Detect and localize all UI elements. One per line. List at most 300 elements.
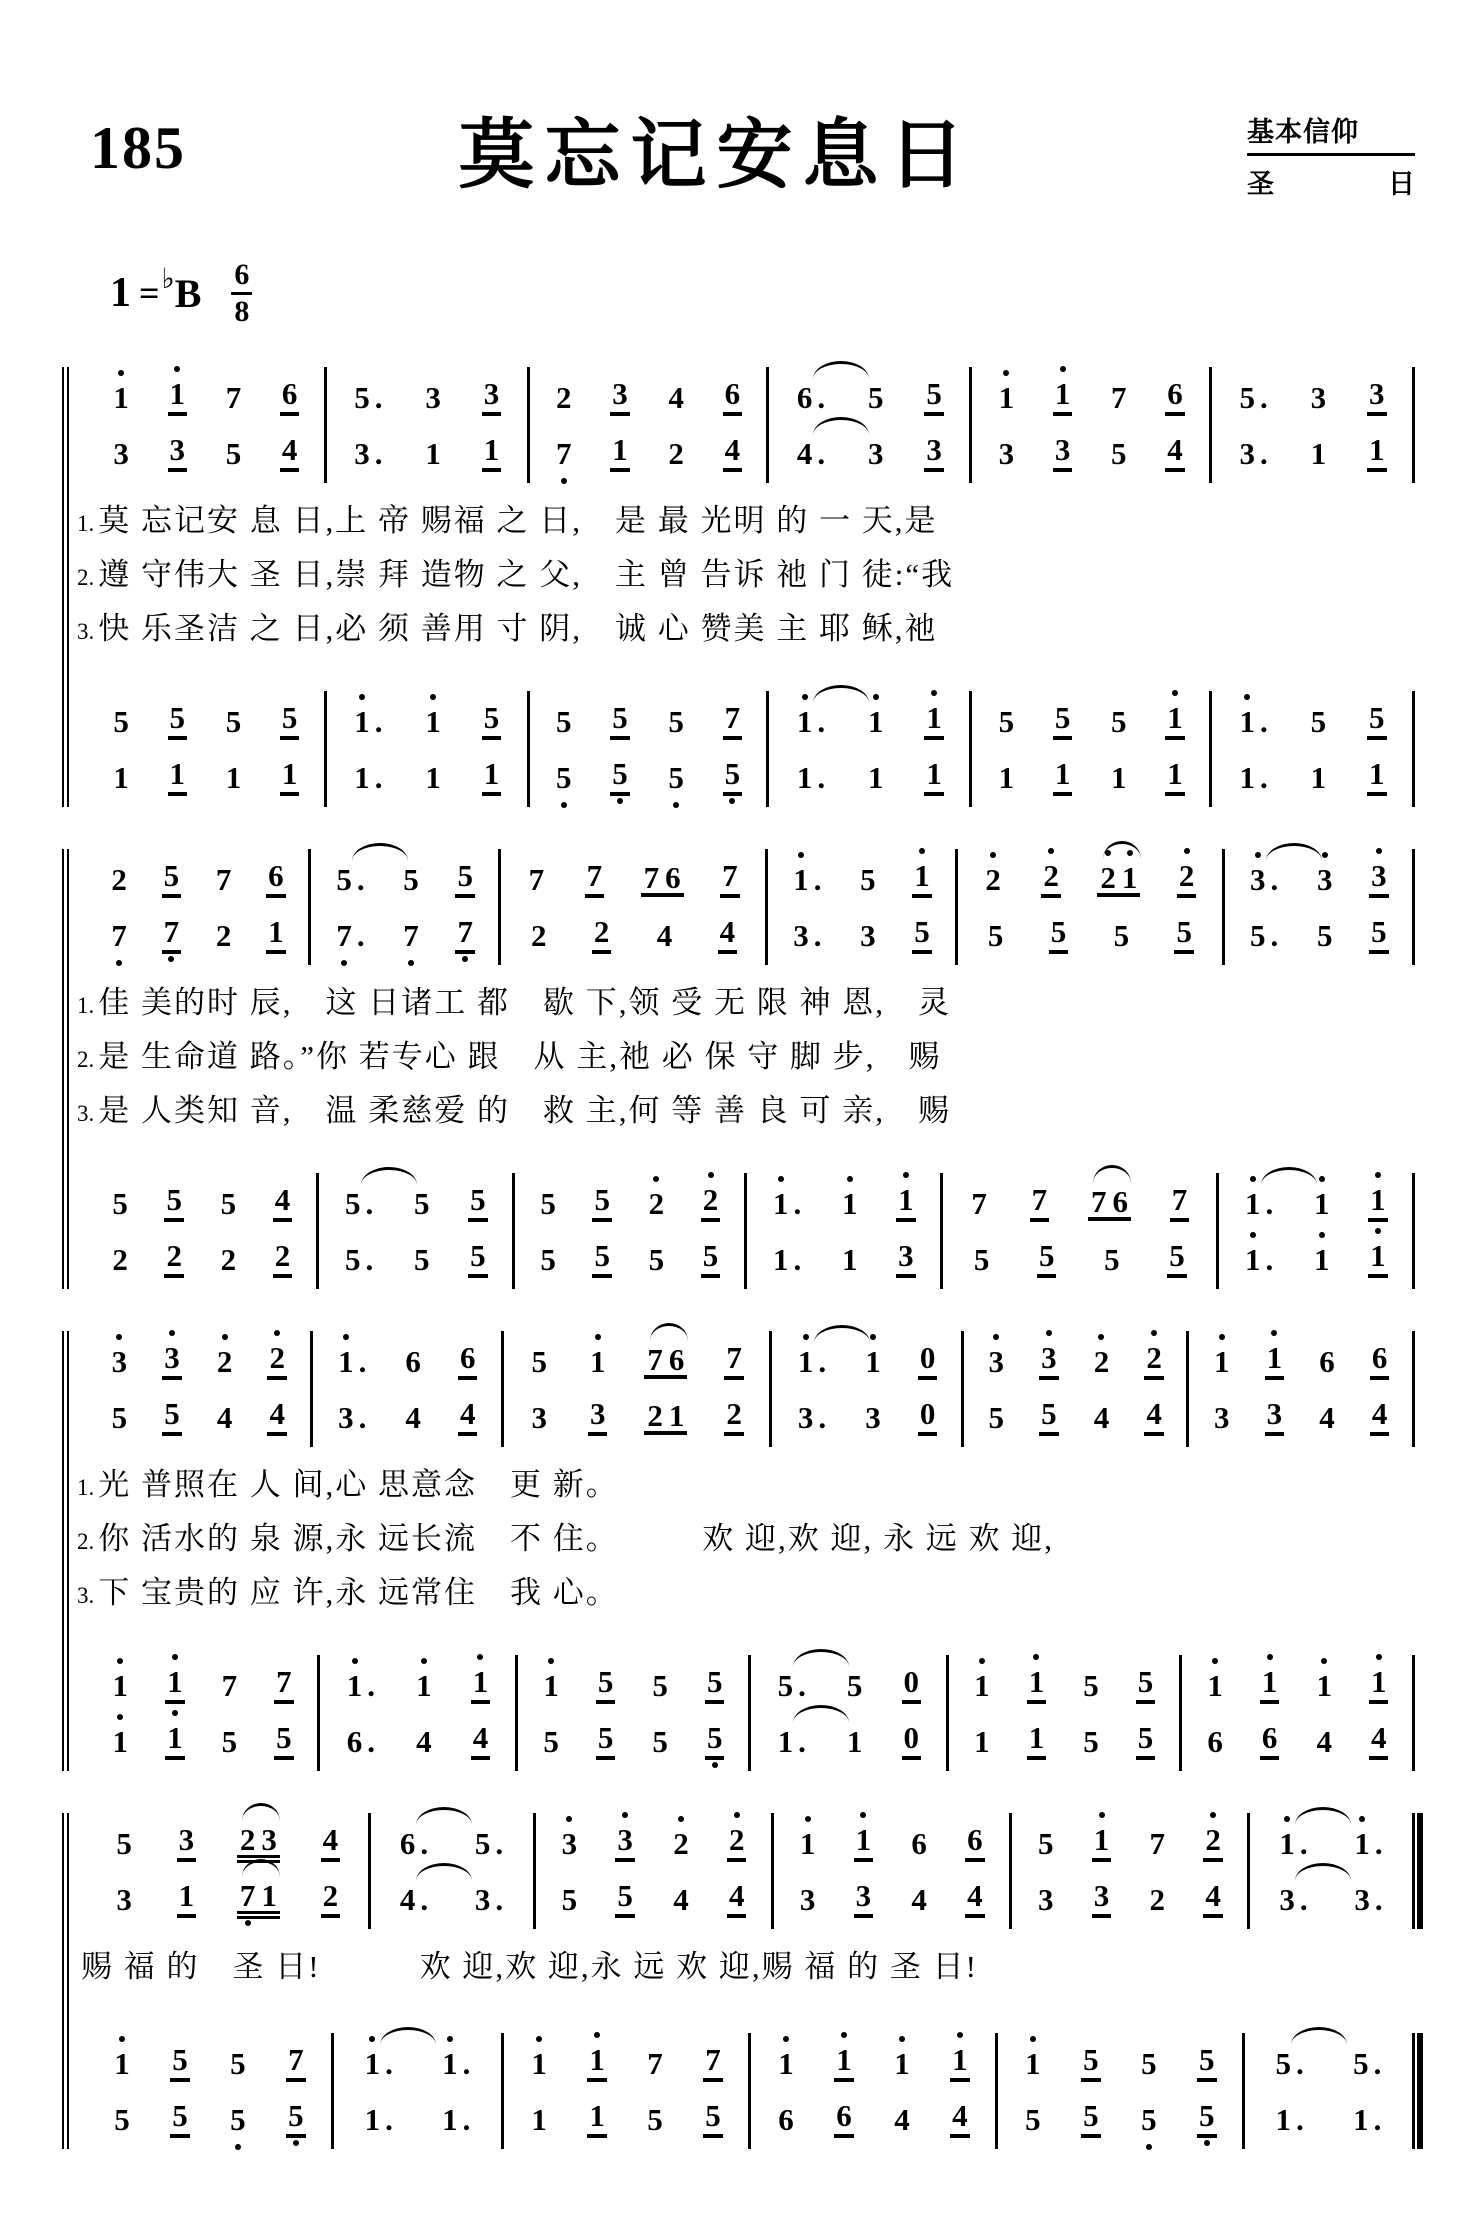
note-digit: 1 (442, 2101, 458, 2137)
note-digit: 7 (724, 700, 741, 735)
measure (501, 849, 768, 965)
tie-arc (380, 2027, 436, 2045)
note-digit: 1 (364, 2101, 381, 2137)
measure (1245, 2033, 1415, 2149)
note (896, 1240, 916, 1278)
note (771, 1241, 803, 1277)
note-digit: 5 (1111, 703, 1127, 739)
measure (77, 2033, 334, 2149)
note (273, 1240, 293, 1278)
note-digit: 2 (593, 914, 610, 949)
note-digit: 4 (416, 1723, 432, 1759)
note-digit: 7 (1149, 1825, 1166, 1861)
note (1351, 2045, 1383, 2081)
note-digit: 5 (1054, 700, 1071, 735)
measure (77, 367, 327, 483)
note-digit: 1 (668, 1397, 685, 1433)
verse-text: 你 活水的 泉 源,永 远长流 不 住。 欢 迎,欢 迎, 永 远 欢 迎, (98, 1521, 1054, 1556)
note-digit: 5 (647, 2101, 663, 2137)
note (840, 1241, 860, 1277)
note (1148, 1881, 1168, 1917)
note-digit: 5 (470, 1182, 486, 1217)
augmentation-dot: . (817, 435, 826, 471)
tie-arc (1291, 2027, 1347, 2045)
note-digit: 2 (1179, 860, 1195, 891)
note-digit: 4 (274, 1182, 291, 1217)
note-digit: 1 (483, 432, 500, 467)
note-digit: 1 (1054, 756, 1071, 791)
note (1369, 860, 1389, 898)
note-digit: 6 (1112, 1183, 1128, 1219)
note (776, 2045, 796, 2081)
octave-dot-above (1319, 1176, 1325, 1182)
note-digit: 6 (405, 1343, 421, 1379)
note-digit: 1 (1316, 1670, 1332, 1701)
note (177, 1880, 197, 1918)
voice-line (510, 2035, 742, 2091)
augmentation-dot: . (365, 1185, 374, 1221)
note (588, 1398, 608, 1436)
note (587, 2100, 607, 2138)
note (924, 758, 944, 796)
note (560, 1881, 580, 1917)
note-digit: 4 (656, 917, 673, 953)
note-digit: 4 (1319, 1399, 1335, 1435)
note-digit: 6 (399, 1825, 416, 1861)
voice-line (1218, 369, 1406, 425)
note (220, 1667, 240, 1703)
verse-text: 佳 美的时 辰, 这 日诸工 都 歇 下,领 受 无 限 神 恩, 灵 (98, 985, 951, 1020)
beam-group (644, 1397, 687, 1435)
meter-upper: 6 (231, 259, 252, 295)
measure (77, 1331, 313, 1447)
note-digit: 2 (647, 1397, 663, 1433)
note-digit: 5 (1038, 1238, 1055, 1273)
note-digit: 5 (1275, 2045, 1291, 2081)
note-digit: 5 (163, 858, 180, 893)
meter-lower: 8 (234, 294, 250, 328)
measure (769, 691, 972, 807)
note (228, 2045, 248, 2081)
octave-dot-above (1060, 366, 1066, 372)
voice-line (536, 693, 761, 749)
key-signature (110, 258, 1415, 328)
note (1203, 1824, 1223, 1862)
note (863, 1343, 883, 1379)
note (111, 1723, 131, 1759)
augmentation-dot: . (374, 759, 383, 795)
note (1248, 861, 1280, 897)
note (111, 759, 131, 795)
measure (311, 849, 501, 965)
note-digit: 5 (914, 914, 930, 949)
augmentation-dot: . (1260, 435, 1268, 471)
note-digit: 4 (668, 379, 684, 415)
note-digit: 3 (531, 1399, 547, 1435)
note-digit: 3 (116, 1881, 132, 1917)
augmentation-dot: . (495, 1881, 504, 1917)
augmentation-dot: . (462, 2045, 471, 2081)
note (215, 1343, 235, 1379)
note (723, 434, 743, 472)
note-digit: 1 (865, 1346, 881, 1377)
note (1367, 378, 1387, 416)
note (170, 2044, 190, 2082)
note (224, 379, 244, 415)
voice-line (757, 2035, 989, 2091)
lyrics-block (77, 977, 1415, 1139)
note (455, 860, 475, 898)
note (666, 1397, 688, 1435)
note-digit: 1 (338, 1346, 354, 1377)
note (641, 859, 663, 897)
note (1309, 703, 1329, 739)
note (845, 1723, 865, 1759)
note (334, 861, 366, 897)
note (924, 434, 944, 472)
note (592, 1184, 612, 1222)
note-digit: 7 (457, 916, 473, 947)
note-digit: 5 (1083, 1723, 1099, 1759)
voice-line (340, 2091, 495, 2147)
octave-dot-above (369, 2036, 375, 2042)
note (1109, 379, 1129, 415)
note (266, 860, 286, 898)
music-system (62, 1813, 1415, 2149)
note-digit: 3 (1239, 435, 1256, 471)
note-digit: 4 (719, 914, 736, 949)
note (1037, 1240, 1057, 1278)
augmentation-dot: . (356, 861, 365, 897)
note-digit: 1 (1310, 435, 1327, 471)
octave-dot-above (359, 694, 365, 700)
note (398, 1825, 430, 1861)
octave-dot-above (622, 1812, 628, 1818)
note (647, 1185, 667, 1221)
note (471, 1666, 491, 1704)
octave-dot-above (993, 1334, 999, 1340)
note-digit: 1 (347, 1670, 363, 1701)
note-digit: 1 (894, 2048, 910, 2079)
note (1053, 758, 1073, 796)
octave-dot-above (1212, 1658, 1218, 1664)
note-digit: 4 (1316, 1723, 1332, 1759)
note (701, 1184, 721, 1222)
note (1027, 1722, 1047, 1760)
note-digit: 4 (399, 1881, 416, 1917)
voice-line (775, 369, 963, 425)
header (62, 92, 1415, 203)
octave-dot-below (1204, 2140, 1210, 2146)
note-digit: 3 (178, 1822, 195, 1857)
octave-dot-below (235, 2144, 241, 2150)
note (541, 1667, 561, 1703)
note (321, 1824, 341, 1862)
note-digit: 1 (113, 1726, 129, 1757)
note (109, 861, 129, 897)
augmentation-dot: . (817, 759, 826, 795)
note-digit: 7 (556, 438, 572, 469)
augmentation-dot: . (1299, 1881, 1308, 1917)
voice-pair (77, 367, 1415, 483)
voice-line (1231, 851, 1406, 907)
note (798, 1825, 818, 1861)
note-digit: 3 (926, 432, 942, 467)
note-digit: 1 (425, 435, 441, 471)
augmentation-dot: . (798, 1723, 806, 1759)
note (997, 703, 1017, 739)
measure (327, 367, 530, 483)
octave-dot-above (421, 1658, 427, 1664)
voice-line (317, 907, 492, 963)
octave-dot-above (1033, 1654, 1039, 1660)
note-digit: 3 (1310, 379, 1327, 415)
octave-dot-below (1146, 2144, 1152, 2150)
lyric-verse (77, 549, 1415, 603)
octave-dot-above (172, 1654, 178, 1660)
octave-dot-above (1172, 690, 1178, 696)
note (165, 1666, 185, 1704)
note-digit: 0 (903, 1664, 920, 1699)
note-digit: 1 (113, 1670, 129, 1701)
note (997, 759, 1017, 795)
voice-line (757, 2091, 989, 2147)
note (224, 703, 244, 739)
note-digit: 1 (974, 1670, 990, 1701)
voice-line (93, 749, 318, 805)
lyric-verse (77, 1085, 1415, 1139)
octave-dot-above (1321, 1658, 1327, 1664)
note (530, 1399, 550, 1435)
measure (949, 1655, 1182, 1771)
note-digit: 5 (1199, 2100, 1215, 2131)
lyric-verse (77, 1031, 1415, 1085)
note (705, 1722, 725, 1760)
voice-pair (77, 691, 1415, 807)
note (912, 916, 932, 954)
note (321, 1880, 341, 1918)
note-digit: 1 (531, 2101, 547, 2137)
note (1023, 2045, 1043, 2081)
note-digit: 5 (344, 1241, 361, 1277)
note-digit: 5 (1113, 917, 1130, 953)
note-digit: 5 (344, 1185, 361, 1221)
verse-number: 2. (77, 1047, 95, 1072)
note-digit: 1 (1167, 756, 1183, 791)
note (1367, 434, 1387, 472)
note (610, 758, 630, 796)
note-digit: 5 (1310, 703, 1327, 739)
note (703, 2044, 723, 2082)
note-digit: 5 (112, 1185, 128, 1221)
note-digit: 5 (1041, 1396, 1057, 1431)
note (1081, 1723, 1101, 1759)
note (334, 917, 366, 953)
note-digit: 5 (1104, 1241, 1120, 1277)
octave-dot-above (1319, 1232, 1325, 1238)
note (111, 703, 131, 739)
note-digit: 3 (562, 1828, 578, 1859)
voice-line (753, 1175, 934, 1231)
note-digit: 5 (1141, 2045, 1157, 2081)
octave-dot-above (1099, 1812, 1105, 1818)
voice-line (964, 851, 1216, 907)
note (401, 861, 421, 897)
note (592, 1240, 612, 1278)
note-digit: 5 (706, 1664, 723, 1699)
voice-line (780, 1871, 1003, 1927)
note (1197, 2100, 1217, 2138)
beam-group (1088, 1183, 1131, 1221)
note-digit: 1 (170, 378, 186, 409)
measure (77, 849, 311, 965)
note-digit: 5 (531, 1343, 547, 1379)
note (1139, 2101, 1159, 2137)
tie-arc (793, 1649, 849, 1667)
note-digit: 7 (403, 920, 419, 951)
note (1139, 2045, 1159, 2081)
note (473, 1881, 505, 1917)
tie-arc (242, 1803, 280, 1821)
note-digit: 6 (911, 1825, 927, 1861)
octave-dot-above (1375, 1172, 1381, 1178)
voice-line (521, 1175, 738, 1231)
note (170, 2100, 190, 2138)
voice-line (978, 749, 1203, 805)
voice-line (1004, 2035, 1236, 2091)
voice-line (949, 1175, 1210, 1231)
note (345, 1723, 377, 1759)
augmentation-dot: . (367, 1667, 375, 1703)
voice-line (1195, 1333, 1406, 1389)
note-digit: 6 (967, 1822, 983, 1857)
note-digit: 1 (113, 382, 129, 413)
note-digit: 5 (597, 1720, 614, 1755)
octave-dot-above (778, 1176, 784, 1182)
voice-line (325, 1175, 506, 1231)
note (1088, 1183, 1110, 1221)
note (986, 1343, 1006, 1379)
note (1367, 702, 1387, 740)
note (610, 702, 630, 740)
note-digit: 5 (594, 1238, 610, 1273)
note-digit: 6 (668, 1341, 685, 1377)
note-digit: 1 (999, 382, 1015, 413)
note-digit: 6 (1319, 1343, 1335, 1379)
voice-line (949, 1231, 1210, 1287)
note-digit: 6 (268, 858, 284, 893)
note (592, 916, 612, 954)
note (214, 917, 234, 953)
note (650, 1723, 670, 1759)
voice-line (333, 369, 521, 425)
note (267, 1398, 287, 1436)
note-digit: 1 (1262, 1666, 1278, 1697)
voice-line (507, 851, 759, 907)
note (1370, 1342, 1390, 1380)
note-digit: 1 (836, 2044, 852, 2075)
octave-dot-below (561, 802, 567, 808)
octave-dot-above (1098, 1334, 1104, 1340)
note-digit: 3 (1354, 1881, 1370, 1917)
note (1092, 1824, 1112, 1862)
note-digit: 3 (612, 376, 628, 411)
note (705, 1666, 725, 1704)
tie-arc (1093, 1165, 1131, 1183)
note (401, 917, 421, 953)
note (1352, 1881, 1384, 1917)
lyrics-block (77, 1941, 1415, 1999)
measure (319, 1173, 515, 1289)
note-digit: 5 (225, 703, 242, 739)
note-digit: 1 (442, 2048, 458, 2079)
note-digit: 2 (112, 1241, 128, 1277)
note (110, 1343, 130, 1379)
note (997, 435, 1017, 471)
measure (774, 1813, 1012, 1929)
note (1205, 1667, 1225, 1703)
voice-line (333, 749, 521, 805)
note-digit: 4 (1371, 1396, 1388, 1431)
octave-dot-above (1151, 1330, 1157, 1336)
note-digit: 4 (1167, 432, 1183, 467)
note (1212, 1343, 1232, 1379)
note (1109, 435, 1129, 471)
note-digit: 5 (288, 2100, 304, 2131)
note-digit: 5 (1037, 1825, 1054, 1861)
note (1092, 1343, 1112, 1379)
octave-dot-above (1127, 850, 1133, 856)
note-digit: 6 (778, 2101, 794, 2137)
note-digit: 7 (528, 861, 545, 897)
note-digit: 6 (1371, 1340, 1388, 1375)
note-digit: 5 (702, 1238, 719, 1273)
note-digit: 5 (230, 2104, 246, 2135)
note (909, 1881, 929, 1917)
voice-line (978, 369, 1203, 425)
note-digit: 3 (1213, 1399, 1230, 1435)
note-digit: 5 (281, 700, 298, 735)
note-digit: 1 (1094, 1824, 1110, 1855)
note-digit: 5 (166, 1182, 182, 1217)
note-digit: 5 (172, 2042, 188, 2077)
note-digit: 6 (836, 2098, 852, 2133)
note (530, 1343, 550, 1379)
note-digit: 1 (1111, 759, 1127, 795)
note (403, 1399, 423, 1435)
measure (530, 691, 770, 807)
note-digit: 5 (413, 1241, 430, 1277)
note-digit: 5 (1169, 1238, 1185, 1273)
note-digit: 5 (220, 1185, 237, 1221)
note (986, 1399, 1006, 1435)
note-digit: 1 (793, 864, 809, 895)
note-digit: 3 (1266, 1396, 1283, 1431)
octave-dot-above (653, 1176, 659, 1182)
note-digit: 5 (1111, 435, 1127, 471)
note-digit: 1 (612, 432, 628, 467)
note-digit: 5 (111, 1399, 128, 1435)
note (671, 1825, 691, 1861)
note (1197, 2044, 1217, 2082)
note-digit: 2 (166, 1238, 182, 1273)
note (273, 1184, 293, 1222)
note-digit: 7 (276, 1664, 292, 1699)
note (969, 1185, 989, 1221)
voice-line (1225, 1231, 1406, 1287)
note (986, 917, 1006, 953)
note (165, 1722, 185, 1760)
